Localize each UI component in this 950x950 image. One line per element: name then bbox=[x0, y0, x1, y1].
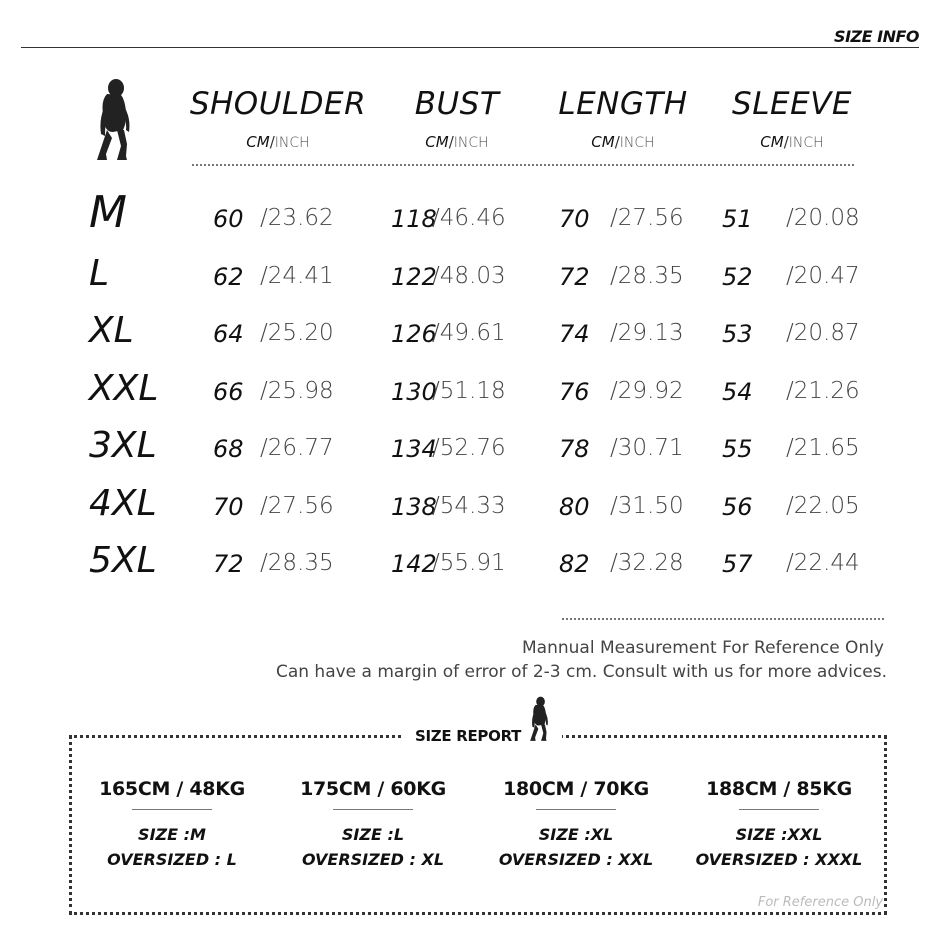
shoulder-cm-value: 70 bbox=[213, 493, 244, 521]
size-info-title: SIZE INFO bbox=[834, 27, 919, 46]
bust-cm-value: 134 bbox=[391, 435, 437, 463]
bust-inch-value: /55.91 bbox=[432, 550, 506, 576]
model-size: SIZE :L bbox=[341, 825, 405, 844]
shoulder-inch-value: /24.41 bbox=[260, 263, 334, 289]
model-oversized: OVERSIZED : XXL bbox=[498, 850, 654, 869]
model-oversized: OVERSIZED : XXXL bbox=[695, 850, 863, 869]
shoulder-cm-value: 62 bbox=[213, 263, 244, 291]
sleeve-cm-value: 56 bbox=[722, 493, 753, 521]
size-label: L bbox=[89, 253, 110, 294]
bust-inch-value: /49.61 bbox=[432, 320, 506, 346]
length-inch-value: /29.92 bbox=[610, 378, 684, 404]
bust-inch-value: /46.46 bbox=[432, 205, 506, 231]
sleeve-cm-value: 53 bbox=[722, 320, 753, 348]
bust-cm-value: 130 bbox=[391, 378, 437, 406]
sleeve-inch-value: /20.47 bbox=[786, 263, 860, 289]
shoulder-inch-value: /25.20 bbox=[260, 320, 334, 346]
ape-figure-icon bbox=[528, 695, 552, 743]
shoulder-inch-value: /23.62 bbox=[260, 205, 334, 231]
shoulder-cm-value: 72 bbox=[213, 550, 244, 578]
length-inch-value: /28.35 bbox=[610, 263, 684, 289]
size-label: M bbox=[89, 187, 127, 238]
model-height-weight: 188CM / 85KG bbox=[706, 778, 852, 800]
column-bust bbox=[362, 86, 552, 158]
length-cm-value: 74 bbox=[559, 320, 590, 348]
model-size: SIZE :M bbox=[138, 825, 206, 844]
bust-inch-value: /48.03 bbox=[432, 263, 506, 289]
length-inch-value: /29.13 bbox=[610, 320, 684, 346]
sleeve-inch-value: /21.26 bbox=[786, 378, 860, 404]
size-label: XXL bbox=[89, 368, 159, 409]
size-report-title: SIZE REPORT bbox=[415, 727, 522, 745]
note-reference: Mannual Measurement For Reference Only bbox=[522, 638, 884, 658]
sleeve-inch-value: /20.08 bbox=[786, 205, 860, 231]
sleeve-inch-value: /21.65 bbox=[786, 435, 860, 461]
model-size: SIZE :XL bbox=[538, 825, 614, 844]
sleeve-cm-value: 54 bbox=[722, 378, 753, 406]
shoulder-cm-value: 64 bbox=[213, 320, 244, 348]
notes-dotted-divider bbox=[562, 618, 884, 620]
column-unit: CM/INCH bbox=[760, 133, 824, 151]
note-margin-error: Can have a margin of error of 2-3 cm. Consult with us for more advices. bbox=[275, 662, 887, 682]
length-cm-value: 82 bbox=[559, 550, 590, 578]
bust-inch-value: /51.18 bbox=[432, 378, 506, 404]
column-title: BUST bbox=[414, 86, 500, 122]
length-inch-value: /30.71 bbox=[610, 435, 684, 461]
size-label: 4XL bbox=[89, 483, 157, 524]
model-divider bbox=[333, 809, 413, 810]
bust-inch-value: /52.76 bbox=[432, 435, 506, 461]
sleeve-cm-value: 52 bbox=[722, 263, 753, 291]
model-report-3 bbox=[481, 778, 671, 872]
bust-cm-value: 118 bbox=[391, 205, 437, 233]
shoulder-cm-value: 66 bbox=[213, 378, 244, 406]
sleeve-cm-value: 51 bbox=[722, 205, 753, 233]
length-cm-value: 76 bbox=[559, 378, 590, 406]
shoulder-inch-value: /27.56 bbox=[260, 493, 334, 519]
sleeve-inch-value: /22.05 bbox=[786, 493, 860, 519]
model-height-weight: 175CM / 60KG bbox=[300, 778, 446, 800]
ape-figure-icon bbox=[93, 78, 137, 162]
size-label: 5XL bbox=[89, 540, 157, 581]
length-cm-value: 72 bbox=[559, 263, 590, 291]
column-unit: CM/INCH bbox=[425, 133, 489, 151]
model-oversized: OVERSIZED : XL bbox=[301, 850, 445, 869]
shoulder-cm-value: 68 bbox=[213, 435, 244, 463]
length-inch-value: /27.56 bbox=[610, 205, 684, 231]
model-report-4 bbox=[684, 778, 874, 872]
bust-cm-value: 126 bbox=[391, 320, 437, 348]
column-shoulder bbox=[183, 86, 373, 158]
length-inch-value: /31.50 bbox=[610, 493, 684, 519]
model-divider bbox=[536, 809, 616, 810]
bust-cm-value: 122 bbox=[391, 263, 437, 291]
header-divider bbox=[21, 47, 919, 48]
sleeve-cm-value: 55 bbox=[722, 435, 753, 463]
header-dotted-divider bbox=[192, 164, 854, 166]
column-title: LENGTH bbox=[558, 86, 688, 122]
length-cm-value: 78 bbox=[559, 435, 590, 463]
length-cm-value: 80 bbox=[559, 493, 590, 521]
size-label: 3XL bbox=[89, 425, 157, 466]
column-sleeve bbox=[697, 86, 887, 158]
model-divider bbox=[132, 809, 212, 810]
sleeve-inch-value: /20.87 bbox=[786, 320, 860, 346]
column-unit: CM/INCH bbox=[246, 133, 310, 151]
model-height-weight: 165CM / 48KG bbox=[99, 778, 245, 800]
column-unit: CM/INCH bbox=[591, 133, 655, 151]
bust-cm-value: 138 bbox=[391, 493, 437, 521]
sleeve-inch-value: /22.44 bbox=[786, 550, 860, 576]
bust-cm-value: 142 bbox=[391, 550, 437, 578]
column-title: SHOULDER bbox=[189, 86, 367, 122]
model-oversized: OVERSIZED : L bbox=[107, 850, 237, 869]
bust-inch-value: /54.33 bbox=[432, 493, 506, 519]
length-inch-value: /32.28 bbox=[610, 550, 684, 576]
model-report-1 bbox=[77, 778, 267, 872]
model-height-weight: 180CM / 70KG bbox=[503, 778, 649, 800]
model-report-2 bbox=[278, 778, 468, 872]
model-divider bbox=[739, 809, 819, 810]
shoulder-inch-value: /28.35 bbox=[260, 550, 334, 576]
shoulder-inch-value: /25.98 bbox=[260, 378, 334, 404]
shoulder-cm-value: 60 bbox=[213, 205, 244, 233]
sleeve-cm-value: 57 bbox=[722, 550, 753, 578]
model-size: SIZE :XXL bbox=[735, 825, 823, 844]
shoulder-inch-value: /26.77 bbox=[260, 435, 334, 461]
size-label: XL bbox=[89, 310, 134, 351]
column-length bbox=[528, 86, 718, 158]
column-title: SLEEVE bbox=[732, 86, 852, 122]
reference-footnote: For Reference Only bbox=[757, 895, 883, 910]
length-cm-value: 70 bbox=[559, 205, 590, 233]
